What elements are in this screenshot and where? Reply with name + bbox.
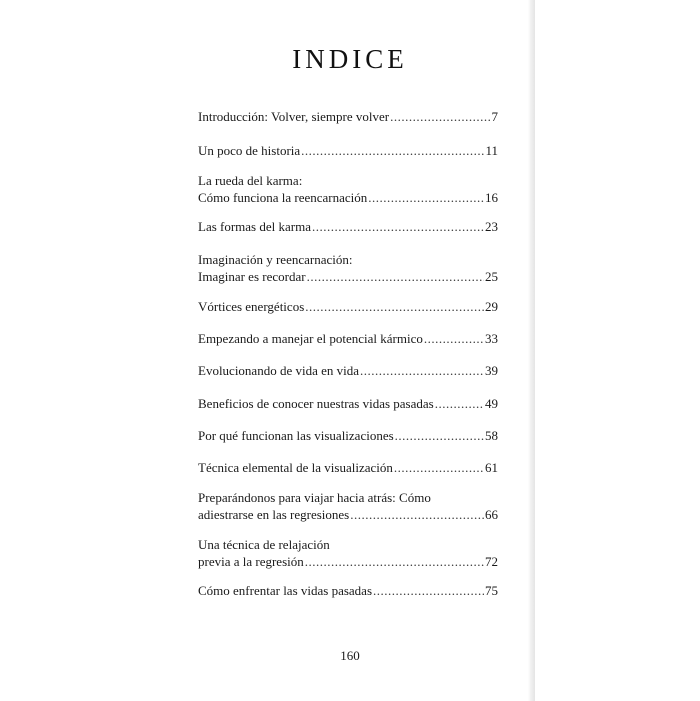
toc-entry-title: Una técnica de relajación [198, 537, 330, 552]
toc-entry [198, 251, 498, 285]
toc-entry-page: 33 [485, 331, 498, 346]
toc-entry-title: La rueda del karma: [198, 173, 303, 188]
toc-entry-title: Un poco de historia [198, 143, 301, 158]
toc-entry [198, 172, 498, 206]
toc-entry [198, 489, 498, 523]
dot-leader [307, 268, 484, 285]
toc-entry-title: Cómo funciona la reencarnación [198, 190, 368, 205]
toc-entry-row [198, 582, 498, 599]
toc-entry-title: Vórtices energéticos [198, 299, 305, 314]
toc-entry [198, 330, 498, 347]
dot-leader [395, 427, 484, 444]
toc-entry-title: Imaginación y reencarnación: [198, 252, 353, 267]
toc-entry [198, 108, 498, 125]
toc-entry [198, 459, 498, 476]
toc-entry-title: Introducción: Volver, siempre volver [198, 109, 390, 124]
dot-leader [360, 362, 484, 379]
toc-entry-row [198, 330, 498, 347]
toc-entry [198, 298, 498, 315]
toc-entry-page: 23 [485, 219, 498, 234]
toc-entry-title: Evolucionando de vida en vida [198, 363, 360, 378]
dot-leader [312, 218, 484, 235]
toc-entry-title: Preparándonos para viajar hacia atrás: Cómo [198, 490, 431, 505]
toc-entry-page: 16 [485, 190, 498, 205]
toc-entry-row [198, 362, 498, 379]
dot-leader [301, 142, 484, 159]
toc-entry-row [198, 395, 498, 412]
toc-entry-title: Cómo enfrentar las vidas pasadas [198, 583, 373, 598]
toc-entry-row [198, 553, 498, 570]
dot-leader [390, 108, 490, 125]
toc-entry-title: Por qué funcionan las visualizaciones [198, 428, 394, 443]
toc-entry-row [198, 459, 498, 476]
toc-entry-title: Empezando a manejar el potencial kármico [198, 331, 423, 346]
toc-entry-row [198, 189, 498, 206]
toc-entry-row [198, 108, 498, 125]
dot-leader [305, 298, 484, 315]
dot-leader [424, 330, 484, 347]
toc-entry-page: 7 [491, 109, 498, 124]
toc-entry-row [198, 506, 498, 523]
toc-entry-page: 75 [485, 583, 498, 598]
toc-entry-row [198, 218, 498, 235]
toc-entry [198, 362, 498, 379]
scan-shadow-edge [528, 0, 535, 701]
toc-entry-page: 66 [485, 507, 498, 522]
dot-leader [368, 189, 484, 206]
dot-leader [394, 459, 484, 476]
dot-leader [350, 506, 484, 523]
toc-entry-page: 39 [485, 363, 498, 378]
toc-entry-page: 61 [485, 460, 498, 475]
toc-entry-row [198, 142, 498, 159]
toc-entry-title: Imaginar es recordar [198, 269, 306, 284]
toc-entry-row [198, 427, 498, 444]
toc-entry-title: Las formas del karma [198, 219, 311, 234]
toc-entry-title: Técnica elemental de la visualización [198, 460, 393, 475]
toc-entry [198, 536, 498, 570]
toc-entry [198, 395, 498, 412]
dot-leader [435, 395, 484, 412]
toc-entry-title: Beneficios de conocer nuestras vidas pasadas [198, 396, 434, 411]
toc-entry-row [198, 268, 498, 285]
dot-leader [305, 553, 484, 570]
toc-entry-title: adiestrarse en las regresiones [198, 507, 350, 522]
toc-entry [198, 582, 498, 599]
dot-leader [373, 582, 484, 599]
toc-entry-page: 58 [485, 428, 498, 443]
toc-entry-page: 49 [485, 396, 498, 411]
toc-entry-row [198, 298, 498, 315]
toc-entry [198, 218, 498, 235]
toc-entry [198, 427, 498, 444]
toc-entry-page: 25 [485, 269, 498, 284]
toc-entry-title: previa a la regresión [198, 554, 304, 569]
toc-entry-page: 29 [485, 299, 498, 314]
page-title: INDICE [292, 44, 408, 75]
page-number: 160 [340, 648, 360, 663]
toc-entry-page: 72 [485, 554, 498, 569]
toc-entry [198, 142, 498, 159]
toc-entry-page: 11 [485, 143, 498, 158]
